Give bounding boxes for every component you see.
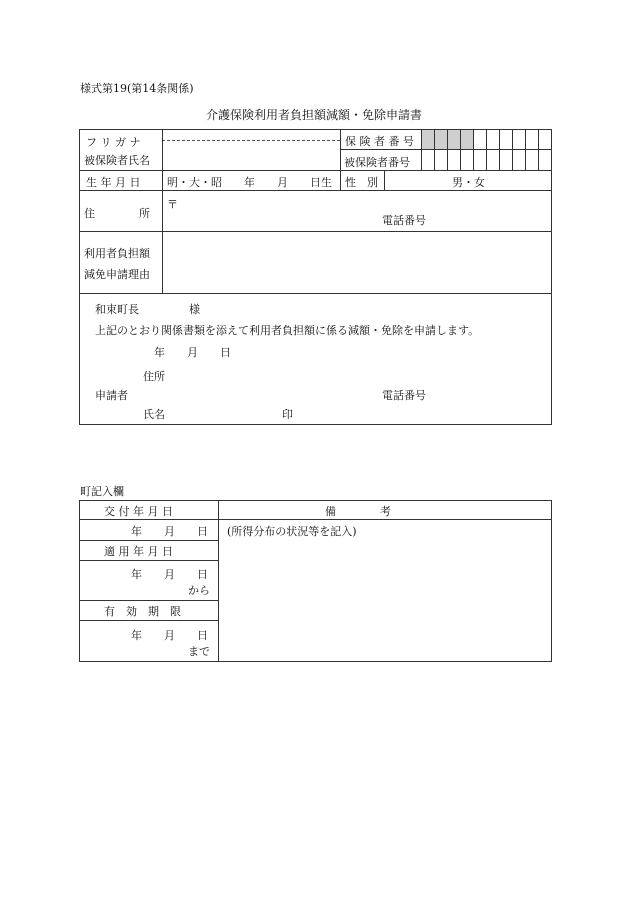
insured-number-box[interactable] [460, 149, 474, 171]
remarks-label: 備 考 [325, 505, 391, 518]
insured-number-box[interactable] [525, 149, 539, 171]
insured-number-box[interactable] [538, 149, 552, 171]
insured-number-box[interactable] [421, 149, 435, 171]
remarks-note: (所得分布の状況等を記入) [227, 525, 357, 538]
page-title: 介護保険利用者負担額減額・免除申請書 [206, 108, 423, 122]
addressee: 和束町長 [95, 303, 139, 316]
postal-mark: 〒 [167, 198, 178, 211]
insurer-number-box [421, 129, 435, 150]
sex-label: 性 別 [345, 176, 378, 189]
insurer-number-box[interactable] [473, 129, 487, 150]
application-date[interactable]: 年 月 日 [154, 346, 231, 359]
insured-number-box[interactable] [473, 149, 487, 171]
seal-mark: 印 [282, 408, 293, 421]
birthdate-value[interactable]: 明・大・昭 年 月 日生 [167, 176, 332, 189]
reason-label-line2: 減免申請理由 [84, 268, 150, 281]
insured-number-label: 被保険者番号 [344, 156, 410, 169]
validity-label: 有 効 期 限 [104, 605, 181, 618]
form-number: 様式第19(第14条関係) [80, 82, 194, 95]
insurer-number-box[interactable] [538, 129, 552, 150]
insured-name-label: 被保険者氏名 [84, 154, 150, 167]
birthdate-label: 生 年 月 日 [86, 176, 141, 189]
insurer-number-box [460, 129, 474, 150]
applicant-phone-label: 電話番号 [382, 389, 426, 402]
applicant-name-label: 氏名 [143, 408, 165, 421]
insurer-number-label: 保 険 者 番 号 [345, 135, 414, 148]
issue-date-value[interactable]: 年 月 日 [131, 525, 208, 538]
furigana-label: フ リ ガ ナ [86, 136, 141, 149]
declaration-statement: 上記のとおり関係書類を添えて利用者負担額に係る減額・免除を申請します。 [95, 324, 480, 337]
insured-number-box[interactable] [486, 149, 500, 171]
sex-value[interactable]: 男・女 [452, 176, 485, 189]
insurer-number-box[interactable] [512, 129, 526, 150]
town-section-heading: 町記入欄 [80, 485, 124, 498]
apply-date-value[interactable]: 年 月 日 [131, 568, 208, 581]
address-label: 住 所 [84, 207, 150, 220]
applicant-address-label: 住所 [143, 370, 165, 383]
insured-number-box[interactable] [499, 149, 513, 171]
insurer-number-box[interactable] [499, 129, 513, 150]
from-label: から [188, 584, 210, 597]
until-label: まで [188, 645, 210, 658]
insured-number-box[interactable] [447, 149, 461, 171]
apply-date-label: 適 用 年 月 日 [104, 545, 173, 558]
honorific: 様 [189, 303, 200, 316]
insurer-number-box[interactable] [525, 129, 539, 150]
phone-label: 電話番号 [382, 214, 426, 227]
validity-date-value[interactable]: 年 月 日 [131, 629, 208, 642]
furigana-divider [162, 140, 340, 141]
insurer-number-box [447, 129, 461, 150]
issue-date-label: 交 付 年 月 日 [104, 505, 173, 518]
applicant-label: 申請者 [95, 389, 128, 402]
insurer-number-box[interactable] [486, 129, 500, 150]
reason-label-line1: 利用者負担額 [84, 247, 150, 260]
insurer-number-box [434, 129, 448, 150]
insured-number-box[interactable] [512, 149, 526, 171]
insured-number-box[interactable] [434, 149, 448, 171]
